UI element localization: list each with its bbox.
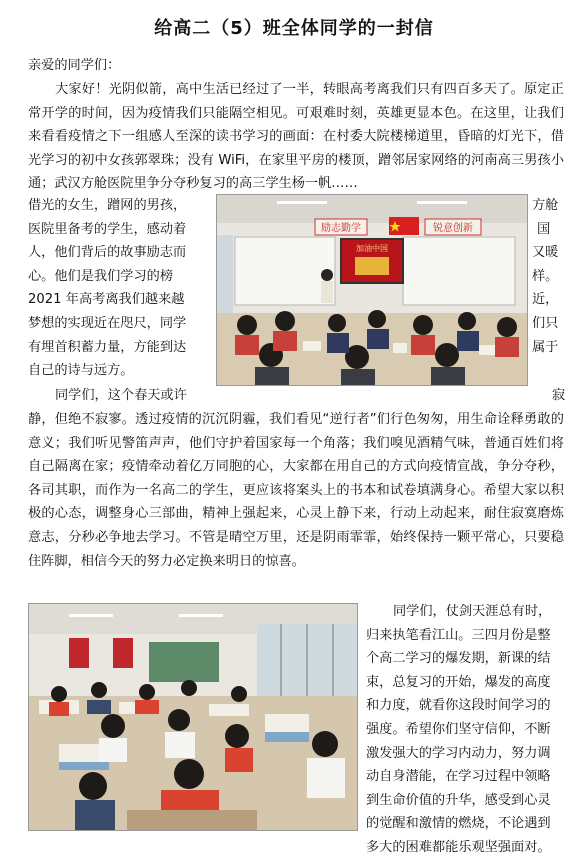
text-line: 有埋首积蓄力量，方能到达 <box>28 339 187 355</box>
text-line: 强度。希望你们坚守信仰，不断 <box>366 721 551 737</box>
text-line: 国 <box>537 221 551 237</box>
text-line: 借光的女生，蹭网的男孩， <box>28 198 187 213</box>
paragraph-1-left-column <box>28 194 214 383</box>
text-line: 个高二学习的爆发期，新课的结 <box>366 651 551 667</box>
greeting: 亲爱的同学们： <box>28 58 121 73</box>
paragraph-1-right-column <box>532 194 572 359</box>
text-line: 心。他们是我们学习的榜 <box>28 268 174 284</box>
classroom-photo-1 <box>216 194 528 386</box>
text-line: 自己的诗与远方。 <box>28 363 134 379</box>
text-line: 束，总复习的开始，爆发的高度 <box>366 674 551 690</box>
text-line: 多大的困难都能乐观坚强面对。 <box>366 839 551 855</box>
text-line: 医院里备考的学生，感动着 <box>28 221 187 237</box>
text-line: 样。 <box>532 268 559 284</box>
text-line: 动自身潜能，在学习过程中领略 <box>366 769 551 785</box>
classroom-photo-2 <box>28 603 358 831</box>
text-line: 到生命价值的升华，感受到心灵 <box>366 792 551 808</box>
screen-text: 加油中国 <box>356 244 388 253</box>
text-line: 近， <box>532 292 559 308</box>
text-line: 又暖 <box>532 245 559 261</box>
paragraph-3 <box>366 600 576 860</box>
banner-right-text: 锐意创新 <box>433 223 473 234</box>
letter-title: 给高二（5）班全体同学的一封信 <box>154 18 434 39</box>
text-line: 归来执笔看江山。三四月份是整 <box>366 627 551 643</box>
paragraph-2: 静，但绝不寂寥。透过疫情的沉沉阴霾，我们看见“逆行者”们行色匆匆，用生命诠释勇敢的意义；我们听见警笛声声，他们守护着国家每一个角落；我们嗅见酒精气味，普通百姓们将自己隔离在家；疫情牵动着亿万同胞的心，大家都在用自己的方式向疫情宣战，争分夺秒，各司其职，而作为一名高二的学生，更应该将案头上的书本和试卷填满身心。希望大家以积极的心态，调整身心三部曲，精神上强起来，心灵上静下来，行动上动起来，耐住寂寞磨炼意志，分秒必争地去学习。不管是晴空万里，还是阴雨霏霏，始终保持一颗平常心，只要稳住阵脚，相信今天的努力必定换来明日的惊喜。 <box>28 412 564 569</box>
text-line: 的觉醒和激情的燃烧，不论遇到 <box>366 816 551 832</box>
text-line: 2021 年高考离我们越来越 <box>28 292 185 308</box>
text-line: 同学们，仗剑天涯总有时， <box>393 604 552 619</box>
text-line: 和力度，就看你这段时间学习的 <box>366 698 551 714</box>
text-line: 激发强大的学习内动力，努力调 <box>366 745 551 761</box>
text-line: 方舱 <box>532 198 559 213</box>
classroom-photo-2-illustration <box>29 604 357 830</box>
paragraph-1: 大家好！光阴似箭，高中生活已经过了一半，转眼高考离我们只有四百多天了。原定正常开学的时间，因为疫情我们只能隔空相见。可艰难时刻，英雄更显本色。在这里，让我们来看看疫情之下一组感人至深的读书学习的画面：在村委大院楼梯道里，昏暗的灯光下，借光学习的初中女孩郭翠珠；没有 WiFi，在家里平房的楼顶，蹭邻居家网络的河南高三男孩小通；武汉方舱医院里争分夺秒复习的高三学生杨一帆…… <box>28 82 564 192</box>
text-line: 梦想的实现近在咫尺，同学 <box>28 315 187 331</box>
text-line: 属于 <box>532 339 559 355</box>
text-line: 们只 <box>532 315 559 331</box>
paragraph-2-lead-end: 寂 <box>552 388 566 403</box>
classroom-photo-1-illustration <box>217 195 527 385</box>
banner-left-text: 励志勤学 <box>321 223 361 234</box>
paragraph-2-lead: 同学们，这个春天或许 <box>55 388 187 403</box>
text-line: 人，他们背后的故事励志而 <box>28 245 187 261</box>
